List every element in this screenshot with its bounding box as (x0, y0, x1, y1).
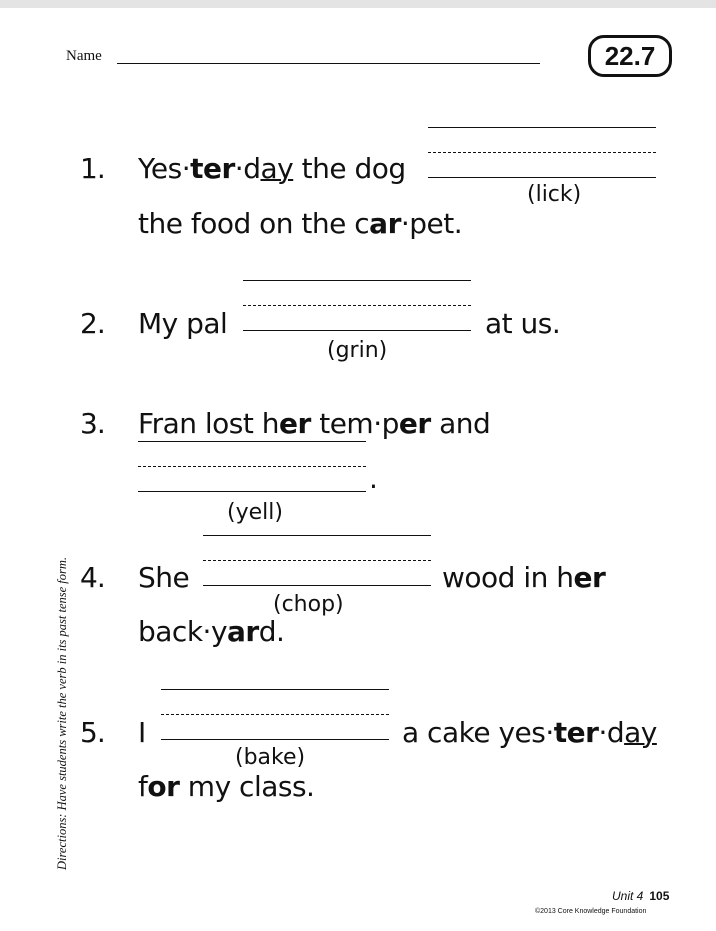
handwriting-top-line (428, 127, 656, 128)
sentence-line-2: back·yard. (138, 615, 285, 648)
unit-label: Unit 4 (612, 889, 644, 903)
verb-hint: (lick) (527, 182, 582, 207)
verb-hint: (grin) (327, 338, 388, 363)
handwriting-top-line (138, 441, 366, 442)
sentence-line-1: Yes·ter·day the dog (138, 152, 406, 185)
item-number: 2. (80, 307, 105, 340)
handwriting-top-line (203, 535, 431, 536)
sentence-end: . (369, 462, 378, 495)
directions-text: Directions: Have students write the verb in its past tense form. (55, 556, 69, 870)
name-field-line[interactable] (117, 63, 540, 64)
sentence-line-1: Fran lost her tem·per and (138, 407, 491, 440)
copyright: ©2013 Core Knowledge Foundation (535, 908, 647, 915)
answer-line[interactable] (161, 739, 389, 740)
handwriting-top-line (161, 689, 389, 690)
handwriting-top-line (243, 280, 471, 281)
sentence-after: at us. (485, 307, 561, 340)
handwriting-mid-line (203, 560, 431, 561)
verb-hint: (yell) (227, 500, 283, 525)
sentence-line-2: the food on the car·pet. (138, 207, 463, 240)
handwriting-mid-line (161, 714, 389, 715)
answer-line[interactable] (243, 330, 471, 331)
answer-line[interactable] (138, 491, 366, 492)
page-top-border (0, 0, 716, 8)
answer-line[interactable] (203, 585, 431, 586)
name-label: Name (66, 48, 102, 64)
page-number: 105 (649, 889, 670, 903)
sentence-after: wood in her (442, 561, 606, 594)
handwriting-mid-line (243, 305, 471, 306)
footer-unit (612, 889, 669, 903)
sentence-before: She (138, 561, 190, 594)
lesson-badge: 22.7 (588, 35, 672, 77)
sentence-before: I (138, 716, 146, 749)
verb-hint: (bake) (235, 745, 306, 770)
item-number: 4. (80, 561, 105, 594)
sentence-after: a cake yes·ter·day (402, 716, 657, 749)
item-number: 1. (80, 152, 105, 185)
item-number: 5. (80, 716, 105, 749)
item-number: 3. (80, 407, 105, 440)
handwriting-mid-line (138, 466, 366, 467)
sentence-before: My pal (138, 307, 228, 340)
answer-line[interactable] (428, 177, 656, 178)
verb-hint: (chop) (273, 592, 344, 617)
sentence-line-2: for my class. (138, 770, 315, 803)
handwriting-mid-line (428, 152, 656, 153)
